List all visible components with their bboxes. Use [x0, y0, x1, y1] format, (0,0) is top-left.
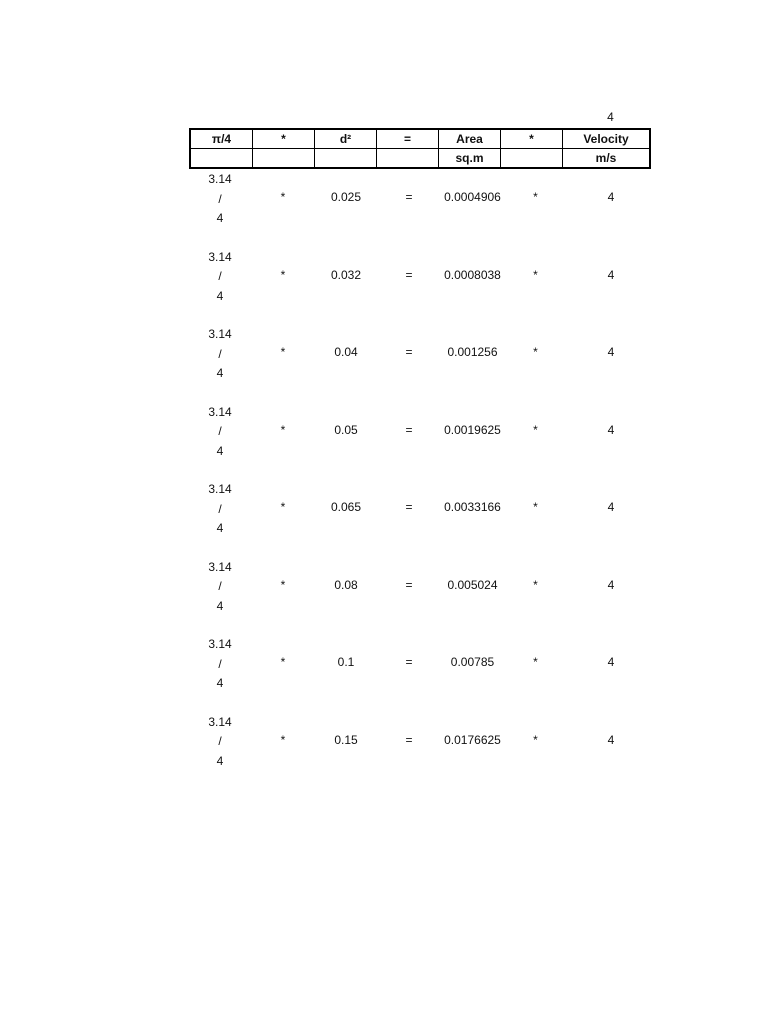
calculation-row [189, 478, 655, 556]
multiply-sign: * [533, 732, 538, 747]
area-value: 0.0008038 [444, 267, 501, 282]
header-unit-blank-3 [315, 149, 377, 169]
calculation-row [189, 246, 655, 324]
multiply-sign: * [533, 500, 538, 514]
top-note: 4 [607, 110, 614, 124]
pi-value: 3.14 [208, 172, 232, 186]
calculation-row [189, 168, 655, 246]
calculation-row [189, 556, 655, 634]
diameter-value: 0.025 [330, 190, 362, 204]
velocity-value: 4 [607, 190, 615, 204]
velocity-value: 4 [607, 732, 615, 747]
multiply-sign: * [280, 577, 286, 592]
divisor: 4 [216, 443, 224, 458]
velocity-value: 4 [607, 577, 615, 592]
division-slash: / [218, 501, 222, 516]
diameter-value: 0.08 [334, 577, 358, 592]
equals-sign: = [405, 577, 413, 592]
diameter-value: 0.05 [334, 422, 358, 437]
header-unit-blank-1 [190, 149, 253, 169]
pi-over-4-fraction [189, 635, 251, 694]
pi-over-4-fraction [189, 325, 251, 384]
pi-over-4-fraction [189, 480, 251, 539]
calculation-row [189, 711, 655, 789]
division-slash: / [218, 656, 222, 671]
multiply-sign: * [280, 190, 286, 204]
velocity-value: 4 [607, 500, 615, 514]
multiply-sign: * [280, 655, 286, 669]
header-equals: = [377, 129, 439, 149]
header-d-squared: d² [315, 129, 377, 149]
calculation-row [189, 633, 655, 711]
multiply-sign: * [280, 732, 286, 747]
area-value: 0.0004906 [444, 190, 501, 204]
area-value: 0.00785 [450, 655, 495, 669]
header-unit-velocity: m/s [563, 149, 651, 169]
velocity-value: 4 [607, 655, 615, 669]
pi-value: 3.14 [208, 404, 232, 419]
equals-sign: = [405, 655, 413, 669]
equals-sign: = [405, 732, 413, 747]
division-slash: / [218, 424, 222, 438]
header-row-1 [190, 129, 650, 149]
divisor: 4 [216, 211, 224, 225]
velocity-value: 4 [607, 422, 615, 437]
diameter-value: 0.04 [334, 345, 358, 359]
division-slash: / [218, 269, 222, 283]
velocity-value: 4 [607, 345, 615, 359]
pi-over-4-fraction [189, 558, 251, 617]
area-value: 0.0033166 [444, 500, 501, 514]
header-unit-blank-4 [377, 149, 439, 169]
division-slash: / [218, 579, 222, 593]
equals-sign: = [405, 190, 413, 204]
division-slash: / [218, 191, 222, 206]
header-area: Area [439, 129, 501, 149]
pi-value: 3.14 [208, 637, 232, 651]
multiply-sign: * [533, 267, 538, 282]
divisor: 4 [216, 676, 224, 690]
multiply-sign: * [280, 267, 286, 282]
area-value: 0.005024 [447, 577, 498, 592]
diameter-value: 0.032 [330, 267, 362, 282]
pi-value: 3.14 [208, 249, 232, 264]
divisor: 4 [216, 521, 224, 535]
pi-value: 3.14 [208, 327, 232, 341]
division-slash: / [218, 734, 222, 748]
multiply-sign: * [533, 345, 538, 359]
multiply-sign: * [280, 422, 286, 437]
multiply-sign: * [280, 345, 286, 359]
header-velocity: Velocity [563, 129, 651, 149]
pi-over-4-fraction [189, 713, 251, 772]
pi-value: 3.14 [208, 482, 232, 496]
calculation-row [189, 401, 655, 479]
divisor: 4 [216, 753, 224, 768]
equals-sign: = [405, 422, 413, 437]
area-value: 0.0176625 [444, 732, 501, 747]
pi-value: 3.14 [208, 714, 232, 729]
pi-over-4-fraction [189, 403, 251, 462]
area-value: 0.0019625 [444, 422, 501, 437]
divisor: 4 [216, 598, 224, 613]
division-slash: / [218, 346, 222, 361]
pi-over-4-fraction [189, 248, 251, 307]
area-value: 0.001256 [447, 345, 498, 359]
header-pi-over-4: π/4 [190, 129, 253, 149]
pi-over-4-fraction [189, 170, 251, 229]
header-multiply-1: * [253, 129, 315, 149]
diameter-value: 0.1 [337, 655, 355, 669]
diameter-value: 0.15 [334, 732, 358, 747]
divisor: 4 [216, 288, 224, 303]
velocity-value: 4 [607, 267, 615, 282]
multiply-sign: * [533, 655, 538, 669]
calculation-rows [189, 168, 655, 788]
multiply-sign: * [533, 422, 538, 437]
equals-sign: = [405, 500, 413, 514]
diameter-value: 0.065 [330, 500, 362, 514]
multiply-sign: * [280, 500, 286, 514]
divisor: 4 [216, 366, 224, 380]
multiply-sign: * [533, 190, 538, 204]
header-unit-blank-2 [253, 149, 315, 169]
equals-sign: = [405, 267, 413, 282]
calculation-row [189, 323, 655, 401]
header-multiply-2: * [501, 129, 563, 149]
header-table [189, 128, 651, 169]
header-unit-area: sq.m [439, 149, 501, 169]
header-unit-blank-5 [501, 149, 563, 169]
pi-value: 3.14 [208, 559, 232, 574]
equals-sign: = [405, 345, 413, 359]
multiply-sign: * [533, 577, 538, 592]
header-row-2 [190, 149, 650, 169]
